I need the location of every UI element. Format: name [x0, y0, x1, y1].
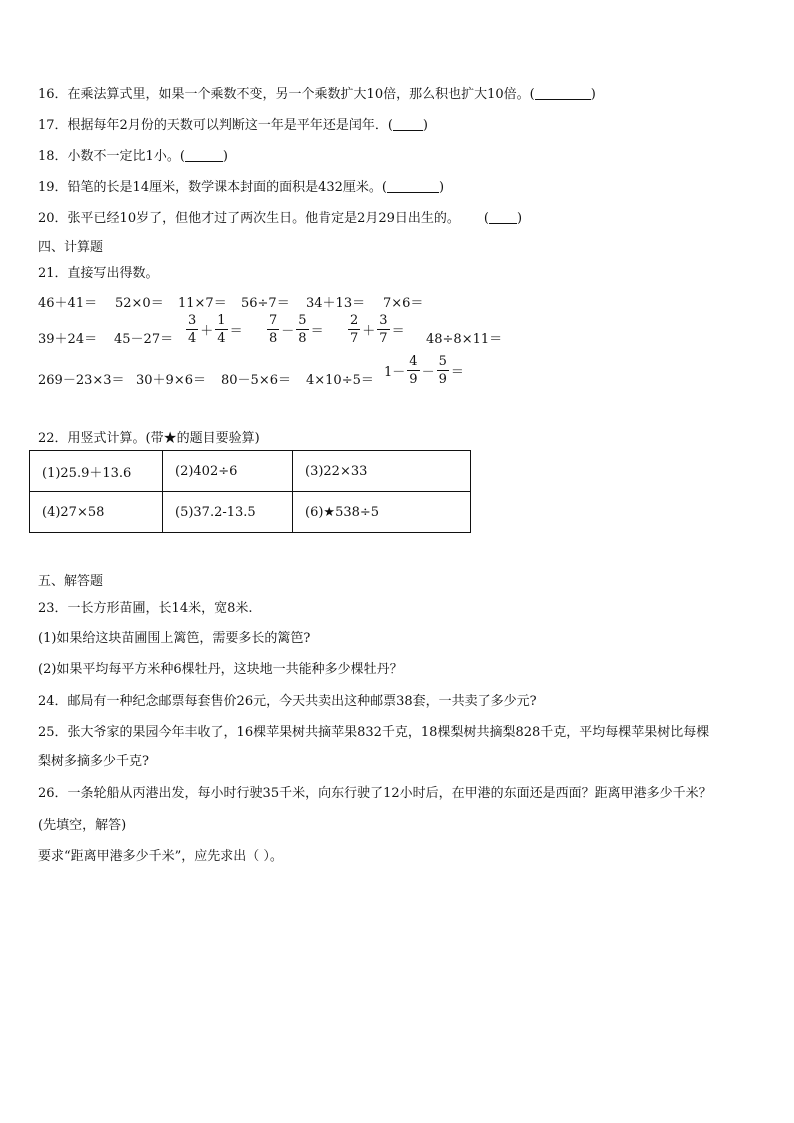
paren-close: ): [516, 211, 523, 226]
fraction: $\frac{4}{9}$: [409, 354, 418, 387]
table-cell: (5)37.2-13.5: [163, 492, 293, 533]
answer-blank[interactable]: [387, 180, 439, 193]
question-24: 24．邮局有一种纪念邮票每套售价26元，今天共卖出这种邮票38套，一共卖了多少元?: [38, 694, 537, 709]
table-cell: (6)★538÷5: [293, 492, 471, 533]
calc-item: 52×0＝: [115, 296, 164, 311]
question-18: [38, 145, 228, 164]
question-25: 25．张大爷家的果园今年丰收了，16棵苹果树共摘苹果832千克，18棵梨树共摘梨828千克，平均每棵苹果树比每棵: [38, 725, 710, 740]
question-16-text: 16．在乘法算式里，如果一个乘数不变，另一个乘数扩大10倍，那么积也扩大10倍。(: [38, 87, 535, 102]
calc-item: 11×7＝: [178, 296, 227, 311]
paren-open: (: [483, 211, 489, 226]
table-cell: (4)27×58: [30, 492, 163, 533]
calc-item: 269－23×3＝: [38, 373, 125, 388]
question-17-text: 17．根据每年2月份的天数可以判断这一年是平年还是闰年．(: [38, 118, 393, 133]
section-4-heading: 四、计算题: [38, 240, 104, 255]
fraction-expression: $\frac{2}{7}$ ＋ $\frac{3}{7}$ ＝: [350, 313, 405, 346]
paren-close: ): [590, 87, 596, 102]
question-23: 23．一长方形苗圃，长14米，宽8米.: [38, 601, 253, 616]
fraction: $\frac{5}{9}$: [438, 354, 447, 387]
question-25-cont: 梨树多摘多少千克?: [38, 754, 149, 769]
calc-item: 4×10÷5＝: [306, 373, 374, 388]
fraction: $\frac{1}{4}$: [217, 313, 226, 346]
vertical-calc-table: [29, 450, 471, 533]
fraction: $\frac{3}{7}$: [379, 313, 388, 346]
fraction: $\frac{2}{7}$: [350, 313, 359, 346]
question-19: [38, 176, 444, 195]
paren-close: ): [438, 180, 445, 195]
fraction-expression: $\frac{3}{4}$ ＋ $\frac{1}{4}$ ＝: [188, 313, 243, 346]
calc-item: 56÷7＝: [241, 296, 290, 311]
answer-blank[interactable]: [393, 118, 423, 131]
question-21: 21．直接写出得数。: [38, 266, 159, 281]
table-cell: (1)25.9＋13.6: [30, 451, 163, 492]
calc-item: 45－27＝: [114, 332, 174, 347]
calc-item: 34＋13＝: [306, 296, 366, 311]
fraction-expression: $\frac{7}{8}$ － $\frac{5}{8}$ ＝: [269, 313, 324, 346]
calc-item: 46＋41＝: [38, 296, 98, 311]
calc-item: 80－5×6＝: [221, 373, 291, 388]
question-19-text: 19．铅笔的长是14厘米，数学课本封面的面积是432厘米。(: [38, 180, 387, 195]
fraction: $\frac{5}{8}$: [298, 313, 307, 346]
question-18-text: 18．小数不一定比1小。(: [38, 149, 185, 164]
answer-blank[interactable]: [535, 87, 591, 100]
question-16: [38, 83, 596, 102]
answer-blank[interactable]: [489, 211, 517, 224]
question-26-fill: 要求“距离甲港多少千米”，应先求出（ ）。: [38, 849, 283, 864]
table-cell: (2)402÷6: [163, 451, 293, 492]
question-20: [38, 207, 522, 226]
table-row: [30, 492, 471, 533]
table-row: [30, 451, 471, 492]
question-23-part-2: (2)如果平均每平方米种6棵牡丹，这块地一共能种多少棵牡丹？: [38, 662, 403, 677]
question-20-text: 20．张平已经10岁了，但他才过了两次生日。他肯定是2月29日出生的。: [38, 211, 460, 226]
question-26: 26．一条轮船从丙港出发，每小时行驶35千米，向东行驶了12小时后，在甲港的东面还是西面？距离甲港多少千米？: [38, 786, 712, 801]
fraction: $\frac{3}{4}$: [188, 313, 197, 346]
question-22: 22．用竖式计算。(带★的题目要验算): [38, 431, 260, 446]
section-5-heading: 五、解答题: [38, 574, 104, 589]
fraction: $\frac{7}{8}$: [269, 313, 278, 346]
question-17: [38, 114, 428, 133]
paren-close: ): [422, 118, 428, 133]
answer-blank[interactable]: [185, 149, 223, 162]
paren-close: ): [222, 149, 228, 164]
question-26-note: (先填空，解答): [38, 818, 127, 833]
question-23-part-1: (1)如果给这块苗圃围上篱笆，需要多长的篱笆?: [38, 631, 311, 646]
calc-item: 48÷8×11＝: [426, 332, 503, 347]
calc-item: 39＋24＝: [38, 332, 98, 347]
calc-item: 7×6＝: [383, 296, 424, 311]
fraction-expression: 1－ $\frac{4}{9}$ － $\frac{5}{9}$ ＝: [384, 354, 464, 387]
calc-item: 30＋9×6＝: [136, 373, 206, 388]
table-cell: (3)22×33: [293, 451, 471, 492]
